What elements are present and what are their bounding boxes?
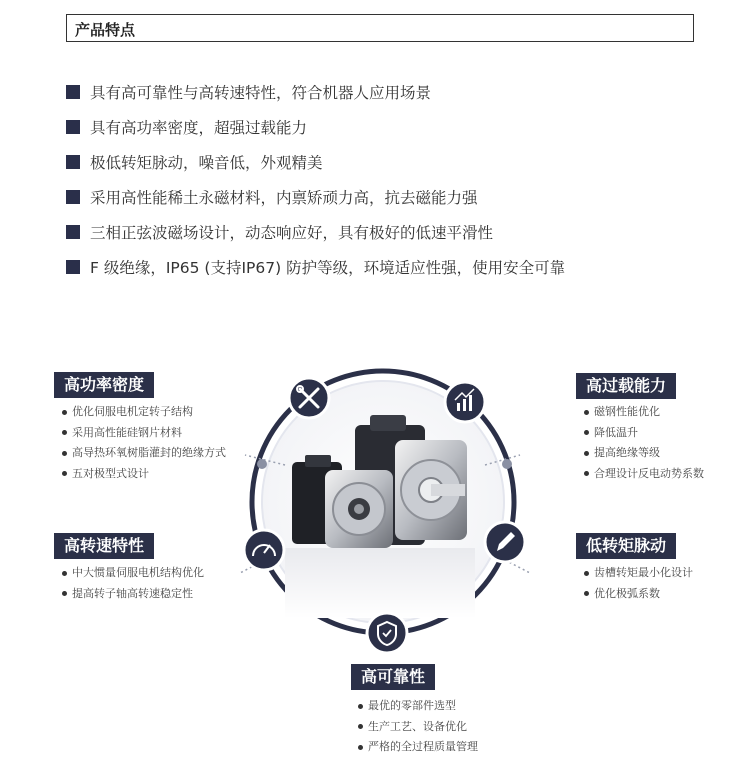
high-speed-list [62,563,204,604]
feature-item: 采用高性能稀土永磁材料，内禀矫顽力高，抗去磁能力强 [66,179,565,214]
reliability-tag: 高可靠性 [351,664,435,690]
list-item: 磁钢性能优化 [584,402,704,423]
low-ripple-tag: 低转矩脉动 [576,533,676,559]
overload-tag: 高过载能力 [576,373,676,399]
bar-chart-icon [445,382,485,422]
list-item: 采用高性能硅钢片材料 [62,423,226,444]
list-item: 严格的全过程质量管理 [358,737,478,758]
list-item: 提高绝缘等级 [584,443,704,464]
list-item: 中大惯量伺服电机结构优化 [62,563,204,584]
overload-list [584,402,704,484]
feature-item: 三相正弦波磁场设计，动态响应好，具有极好的低速平滑性 [66,214,565,249]
section-title: 产品特点 [75,21,136,39]
list-item: 五对极型式设计 [62,464,226,485]
feature-item: 具有高功率密度，超强过载能力 [66,109,565,144]
list-item: 合理设计反电动势系数 [584,464,704,485]
list-item: 最优的零部件选型 [358,696,478,717]
list-item: 优化伺服电机定转子结构 [62,402,226,423]
feature-item: 极低转矩脉动，噪音低，外观精美 [66,144,565,179]
reliability-list [358,696,478,758]
power-density-list [62,402,226,484]
power-density-tag: 高功率密度 [54,372,154,398]
shield-icon [367,613,407,653]
list-item: 生产工艺、设备优化 [358,717,478,738]
list-item: 降低温升 [584,423,704,444]
pencil-icon [485,522,525,562]
list-item: 优化极弧系数 [584,584,693,605]
speedometer-icon [244,530,284,570]
feature-item: F 级绝缘，IP65 (支持IP67) 防护等级，环境适应性强，使用安全可靠 [66,249,565,284]
low-ripple-list [584,563,693,604]
list-item: 齿槽转矩最小化设计 [584,563,693,584]
feature-item: 具有高可靠性与高转速特性，符合机器人应用场景 [66,74,565,109]
list-item: 高导热环氧树脂灌封的绝缘方式 [62,443,226,464]
tools-icon [289,378,329,418]
list-item: 提高转子轴高转速稳定性 [62,584,204,605]
high-speed-tag: 高转速特性 [54,533,154,559]
